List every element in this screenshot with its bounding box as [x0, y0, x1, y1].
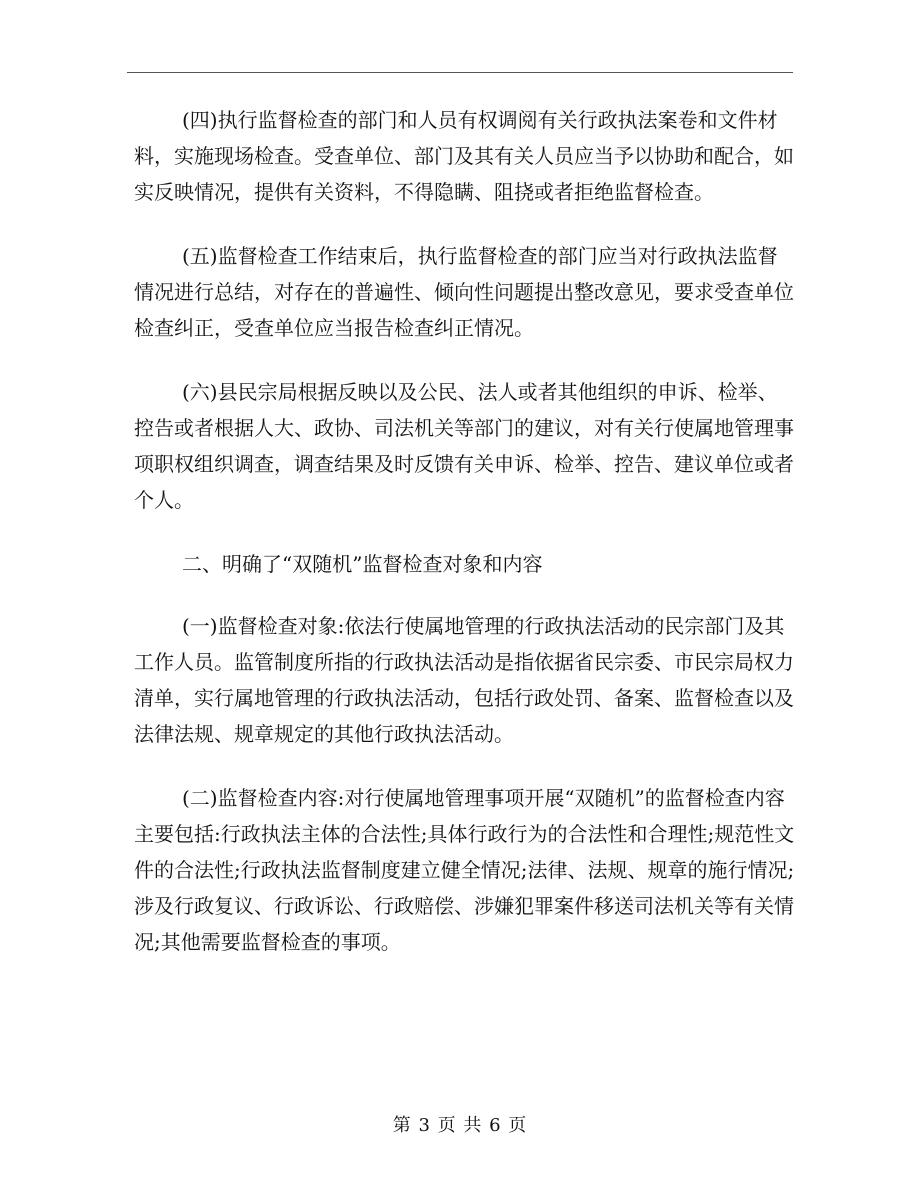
document-body [134, 102, 796, 988]
paragraph-inspection-rights: (四)执行监督检查的部门和人员有权调阅有关行政执法案卷和文件材料，实施现场检查。受查单位、部门及其有关人员应当予以协助和配合，如实反映情况，提供有关资料，不得隐瞒、阻挠或者拒绝监督检查。 [134, 108, 794, 204]
paragraph-inspection-summary: (五)监督检查工作结束后，执行监督检查的部门应当对行政执法监督情况进行总结，对存在的普遍性、倾向性问题提出整改意见，要求受查单位检查纠正，受查单位应当报告检查纠正情况。 [134, 244, 794, 340]
page-number: 第 3 页 共 6 页 [392, 1115, 528, 1136]
header-rule [127, 72, 793, 73]
section-heading: 二、明确了“双随机”监督检查对象和内容 [182, 552, 543, 576]
paragraph-complaint-investigation: (六)县民宗局根据反映以及公民、法人或者其他组织的申诉、检举、控告或者根据人大、政协、司法机关等部门的建议，对有关行使属地管理事项职权组织调查，调查结果及时反馈有关申诉、检举、控告、建议单位或者个人。 [134, 380, 794, 512]
paragraph-inspection-targets: (一)监督检查对象:依法行使属地管理的行政执法活动的民宗部门及其工作人员。监管制度所指的行政执法活动是指依据省民宗委、市民宗局权力清单，实行属地管理的行政执法活动，包括行政处罚、备案、监督检查以及法律法规、规章规定的其他行政执法活动。 [134, 614, 794, 746]
paragraph-inspection-content: (二)监督检查内容:对行使属地管理事项开展“双随机”的监督检查内容主要包括:行政执法主体的合法性;具体行政行为的合法性和合理性;规范性文件的合法性;行政执法监督制度建立健全情况;法律、法规、规章的施行情况;涉及行政复议、行政诉讼、行政赔偿、涉嫌犯罪案件移送司法机关等有关情况;其他需要监督检查的事项。 [134, 786, 795, 954]
